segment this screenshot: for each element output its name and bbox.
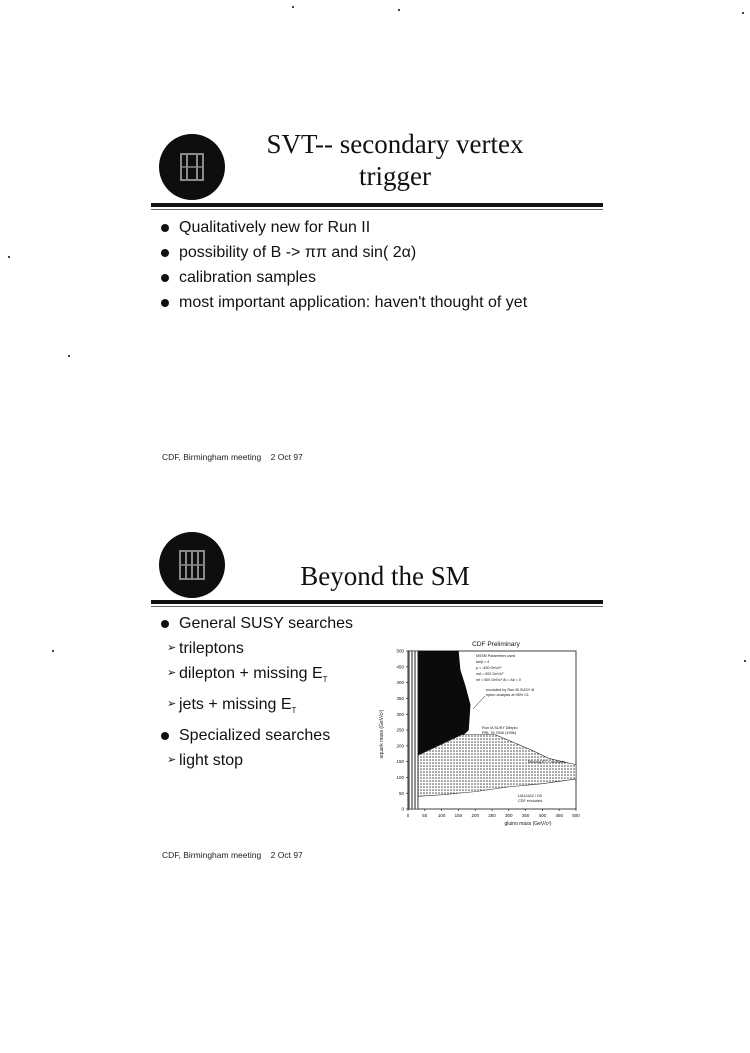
scan-speck [744,660,746,662]
slide-beyond-sm [0,520,750,1053]
scan-speck [292,6,294,8]
y-tick-label: 400 [396,680,404,686]
bullet-list [161,611,381,773]
x-tick-label: 400 [538,813,547,818]
y-tick-label: 350 [396,696,404,701]
title-line-2: trigger [359,161,431,191]
list-item: Specialized searches [161,723,381,748]
x-tick-label: 150 [454,813,463,818]
list-item: Qualitatively new for Run II [161,215,601,240]
slide-footer: CDF, Birmingham meeting 2 Oct 97 [162,452,303,462]
cdf-logo-icon [159,134,225,200]
title-rule-thin [151,606,603,607]
bullet-icon [161,620,169,628]
title-line-1: SVT-- secondary vertex [266,129,524,159]
bullet-icon [161,274,169,282]
bullet-icon [161,249,169,257]
x-axis-label: gluino mass (GeV/c²) [504,821,552,827]
legend-line: tanβ = 4 [476,660,490,664]
sub-item: ➢ trileptons [161,636,381,661]
x-tick-label: 50 [422,813,428,818]
slide-title [240,128,550,192]
title-rule-thin [151,209,603,210]
legend-line: MSSM Parameters used [476,654,516,658]
y-tick-label: 250 [396,727,404,733]
y-tick-label: 450 [396,664,404,670]
susy-exclusion-plot [378,639,588,829]
scan-speck [52,650,54,652]
x-tick-label: 200 [471,813,479,818]
y-tick-label: 50 [398,790,404,796]
chart-annotation: Run IA SUSY Dilepto [482,726,518,730]
x-tick-label: 350 [521,813,530,818]
arrow-icon: ➢ [167,667,177,679]
x-tick-label: 500 [572,813,580,818]
y-axis-label: squark mass (GeV/c²) [379,709,385,759]
slide-title: Beyond the SM [300,561,470,591]
y-tick-label: 150 [396,759,404,765]
y-tick-label: 200 [396,743,404,749]
x-tick-label: 250 [488,813,496,818]
sub-item: ➢ dilepton + missing $E_T$ [161,661,381,692]
legend-line: mt = 500 GeV/c² At = Ab = 0 [476,678,521,682]
cdf-logo-icon [159,532,225,598]
x-tick-label: 0 [406,813,410,818]
list-item: calibration samples [161,265,601,290]
scan-speck [68,355,70,357]
arrow-icon: ➢ [167,754,177,767]
y-tick-label: 300 [396,711,404,717]
list-item: most important application: haven't thought of yet [161,290,601,315]
y-tick-label: 100 [396,775,404,780]
chart-annotation: Missing ET + multijets [528,760,565,764]
region-ua1-ua2-excluded [408,651,418,809]
scan-speck [742,12,744,14]
x-tick-label: 450 [555,813,563,818]
arrow-icon: ➢ [167,642,177,654]
arrow-icon: ➢ [167,698,177,711]
sub-item: ➢ jets + missing $E_T$ [161,692,381,723]
chart-annotation: excluded by Run IB SUSY di [486,688,535,692]
x-tick-label: 300 [505,813,513,818]
sub-item: ➢ light stop [161,748,381,773]
bullet-list [161,215,601,315]
bullet-icon [161,224,169,232]
slide-footer: CDF, Birmingham meeting 2 Oct 97 [162,850,303,860]
slide-svt [0,0,750,520]
y-tick-label: 500 [396,648,404,654]
list-item: possibility of B -> ππ and sin( 2α) [161,240,601,265]
list-item: General SUSY searches [161,611,381,636]
bullet-icon [161,732,169,740]
scan-speck [8,256,10,258]
x-tick-label: 100 [437,813,446,818]
chart-title: CDF Preliminary [472,641,520,648]
bullet-icon [161,299,169,307]
chart-annotation: CDF excluded [518,799,543,803]
chart-annotation: UA1/UA2 / D0 [518,794,542,798]
title-rule [151,600,603,604]
y-tick-label: 0 [401,806,404,812]
chart-annotation: epton analysis at 95% CL [486,693,530,697]
chart-annotation: PRL 76 2006 (1996) [482,731,517,735]
scan-speck [398,9,400,11]
legend-line: μ = -400 GeV/c² [476,666,502,670]
legend-line: mA = 500 GeV/c² [476,672,504,676]
title-rule [151,203,603,207]
